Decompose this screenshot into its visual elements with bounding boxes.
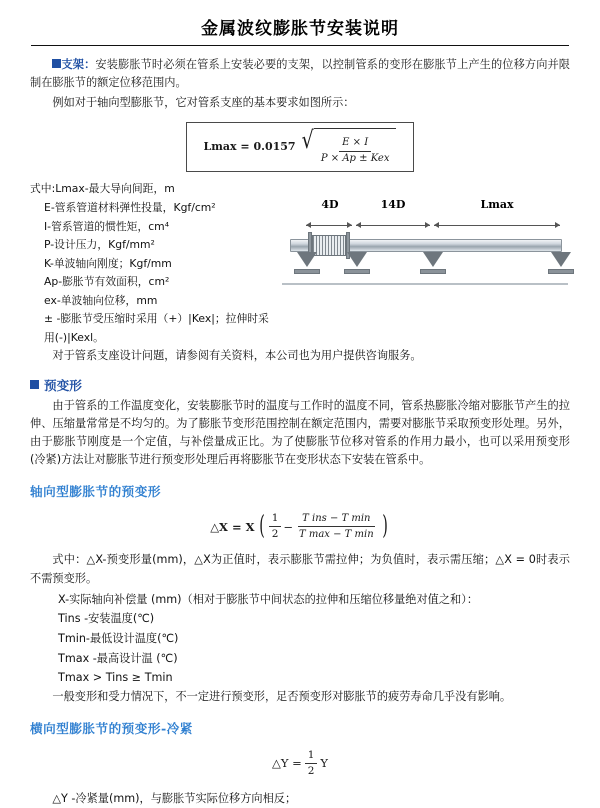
legend-list <box>30 180 276 347</box>
section-support-paragraph-2: 例如对于轴向型膨胀节，它对管系支座的基本要求如图所示： <box>52 96 355 110</box>
support-base-icon <box>344 269 370 274</box>
document-page <box>0 14 600 806</box>
radical-icon: √ <box>301 126 314 155</box>
formula-lmax-lhs: Lmax = 0.0157 <box>203 140 296 154</box>
support-base-icon <box>548 269 574 274</box>
dimension-line-14d <box>356 225 430 226</box>
axial-predeform-note: 一般变形和受力情况下，不一定进行预变形，足否预变形对膨胀节的疲劳寿命几乎没有影响。 <box>52 689 512 703</box>
legend-item: E-管系管道材料弹性投量，Kgf/cm² <box>44 200 216 214</box>
formula-lateral-lhs: △Y = <box>271 756 302 771</box>
support-triangle-icon <box>297 252 317 267</box>
support-guide-3 <box>548 252 574 274</box>
ground-line <box>282 283 568 285</box>
legend-figure-block <box>30 180 570 347</box>
consult-note: 对于管系支座设计问题，请参阅有关资料，本公司也为用户提供咨询服务。 <box>52 349 422 363</box>
legend-item: 式中:Lmax-最大导向间距，m <box>30 182 175 196</box>
support-triangle-icon <box>551 252 571 267</box>
formula-axial-frac-num: T ins − T min <box>298 512 374 527</box>
support-base-icon <box>294 269 320 274</box>
formula-axial-frac-den: T max − T min <box>299 529 374 541</box>
figure-label-lmax: Lmax <box>480 198 514 212</box>
bullet-square-icon <box>30 380 39 389</box>
lateral-predeform-heading: 横向型膨胀节的预变形-冷紧 <box>30 720 193 736</box>
figure-dimension-labels <box>282 198 570 211</box>
legend-item: ± -膨胀节受压缩时采用（+）|Kex|；拉伸时采用(-)|Kexl。 <box>44 312 269 344</box>
section-predeform-heading <box>30 375 570 394</box>
formula-axial-predeform <box>30 512 570 541</box>
term-item: Tmax -最高设计温 (℃) <box>58 651 178 665</box>
formula-axial-fraction <box>295 512 378 541</box>
support-base-icon <box>420 269 446 274</box>
figure-canvas <box>282 213 568 291</box>
page-title: 金属波纹膨胀节安装说明 <box>201 19 399 39</box>
legend-item: Ap-膨胀节有效面积，cm² <box>44 275 170 289</box>
dimension-line-4d <box>306 225 352 226</box>
section-predeform-heading-text: 预变形 <box>44 377 82 393</box>
support-triangle-icon <box>423 252 443 267</box>
formula-lateral-predeform <box>30 749 570 778</box>
formula-axial-coef-num: 1 <box>269 512 282 527</box>
document-content <box>0 56 600 808</box>
legend-item: ex-单波轴向位移，mm <box>44 293 158 307</box>
formula-lmax-fraction <box>318 137 393 165</box>
support-triangle-icon <box>347 252 367 267</box>
figure-label-14d: 14D <box>380 198 406 212</box>
formula-axial-sign: − <box>283 519 294 534</box>
section-support-paragraph-1 <box>30 56 570 92</box>
section-predeform-paragraph: 由于管系的工作温度变化，安装膨胀节时的温度与工作时的温度不同，管系热膨胀冷缩对膨胀节产生的拉伸、压缩量常常是不均匀的。为了膨胀节变形范围控制在额定范围内，需要对膨胀节采取预变形处理。另外，由于膨胀节刚度是一个定值，与补偿量成正比。为了使膨胀节位移对管系的作用力最小，也可以采用预变形(冷紧)方法让对膨胀节进行预变形处理后再将膨胀节在变形状态下安装在管系中。 <box>30 398 570 467</box>
formula-axial-coef-den: 2 <box>271 528 279 541</box>
formula-lateral-rhs: Y <box>320 756 328 771</box>
support-guide-2 <box>420 252 446 274</box>
formula-axial-lhs: △X = X <box>210 519 255 534</box>
lateral-predeform-explain: △Y -冷紧量(mm)，与膨胀节实际位移方向相反； <box>52 792 297 806</box>
section-support-text-1: 安装膨胀节时必须在管系上安装必要的支架，以控制管系的变形在膨胀节上产生的位移方向并限制在膨胀节的额定位移范围内。 <box>30 58 570 90</box>
formula-lateral-coefficient <box>305 749 318 778</box>
paren-open-icon: ( <box>258 511 265 542</box>
legend-item: K-单波轴向刚度；Kgf/mm <box>44 256 172 270</box>
axial-predeform-explain: 式中：△X-预变形量(mm)，△X为正值时，表示膨胀节需拉伸；为负值时，表示需压缩；△X = 0时表示不需预变形。 <box>30 553 570 585</box>
support-spacing-diagram <box>282 198 570 306</box>
term-item: X-实际轴向补偿量 (mm)（相对于膨胀节中间状态的拉伸和压缩位移量绝对值之和）： <box>58 592 479 606</box>
support-anchor <box>294 252 320 274</box>
paren-close-icon: ) <box>381 511 388 542</box>
title-divider <box>31 45 569 46</box>
axial-predeform-terms <box>30 590 570 688</box>
section-support-heading: 支架： <box>61 58 96 71</box>
formula-lateral-coef-den: 2 <box>307 764 315 777</box>
legend-item: P-设计压力，Kgf/mm² <box>44 238 155 252</box>
dimension-line-lmax <box>434 225 560 226</box>
term-item: Tmin-最低设计温度(℃) <box>58 631 179 645</box>
formula-lmax <box>186 122 414 172</box>
support-guide-1 <box>344 252 370 274</box>
formula-axial-coefficient <box>269 512 282 541</box>
formula-lmax-denominator: P × Ap ± Kex <box>320 152 390 164</box>
term-item: Tmax > Tins ≥ Tmin <box>58 671 173 685</box>
formula-lmax-sqrt <box>300 128 397 165</box>
formula-lmax-numerator: E × I <box>339 137 371 152</box>
figure-label-4d: 4D <box>321 198 339 212</box>
formula-lateral-coef-num: 1 <box>305 749 318 764</box>
term-item: Tins -安装温度(℃) <box>58 612 155 626</box>
legend-item: I-管系管道的惯性矩，cm⁴ <box>44 219 170 233</box>
axial-predeform-heading: 轴向型膨胀节的预变形 <box>30 484 161 500</box>
